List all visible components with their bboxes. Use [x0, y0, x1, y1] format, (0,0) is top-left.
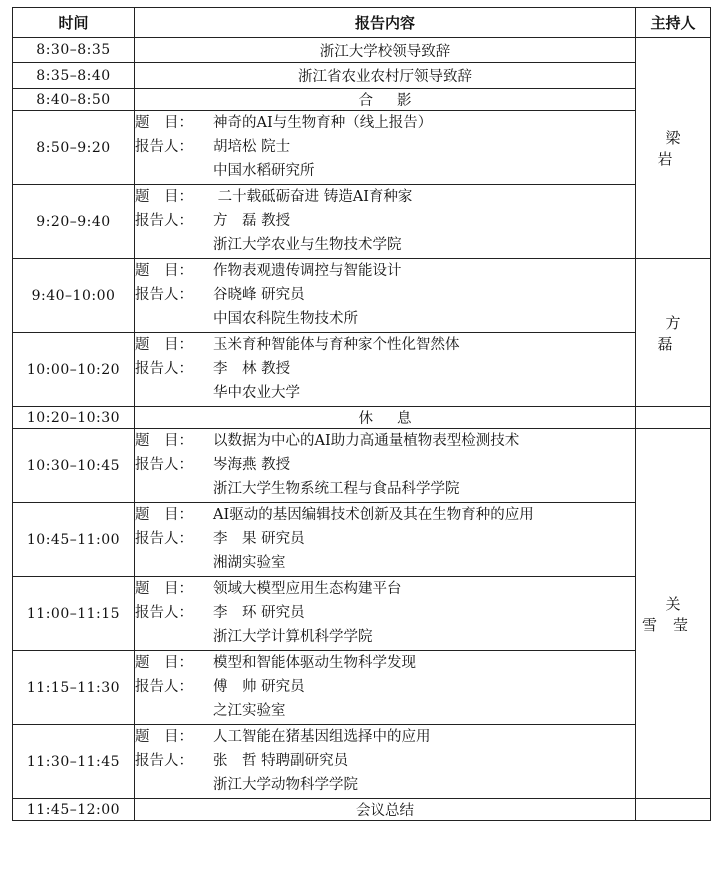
talk-title: AI驱动的基因编辑技术创新及其在生物育种的应用: [213, 507, 534, 523]
speaker-label: 报告人：: [135, 605, 193, 621]
title-label: 题 目：: [135, 337, 193, 353]
talk-org: 华中农业大学: [213, 385, 300, 401]
host-cell: 关雪莹: [636, 429, 711, 799]
row-time: 9:40–10:00: [13, 259, 135, 333]
talk-title: 二十载砥砺奋进 铸造AI育种家: [213, 189, 413, 205]
talk-row: [13, 111, 711, 185]
talk-speaker: 方 磊 教授: [213, 213, 291, 229]
talk-speaker: 谷晓峰 研究员: [213, 287, 305, 303]
talk-row: [13, 429, 711, 503]
speaker-label: 报告人：: [135, 679, 193, 695]
talk-speaker: 胡培松 院士: [213, 139, 291, 155]
talk-cell: [135, 259, 636, 333]
row-time: 8:40–8:50: [13, 89, 135, 111]
header-content: 报告内容: [135, 8, 636, 38]
speaker-label: 报告人：: [135, 753, 193, 769]
talk-cell: [135, 111, 636, 185]
talk-org: 浙江大学生物系统工程与食品科学学院: [213, 481, 460, 497]
talk-speaker: 岑海燕 教授: [213, 457, 291, 473]
title-label: 题 目：: [135, 263, 193, 279]
talk-org: 中国水稻研究所: [213, 163, 315, 179]
talk-row: [13, 259, 711, 333]
row-time: 8:30–8:35: [13, 38, 135, 63]
talk-speaker: 傅 帅 研究员: [213, 679, 305, 695]
row-time: 11:00–11:15: [13, 577, 135, 651]
talk-cell: [135, 725, 636, 799]
row-time: 8:50–9:20: [13, 111, 135, 185]
row-content: 浙江省农业农村厅领导致辞: [135, 63, 636, 89]
schedule-table: [12, 7, 711, 821]
row-time: 9:20–9:40: [13, 185, 135, 259]
host-cell-empty: [636, 799, 711, 821]
talk-title: 作物表观遗传调控与智能设计: [213, 263, 402, 279]
speaker-label: 报告人：: [135, 531, 193, 547]
talk-row: [13, 185, 711, 259]
talk-cell: [135, 333, 636, 407]
schedule-row: [13, 407, 711, 429]
speaker-label: 报告人：: [135, 213, 193, 229]
talk-cell: [135, 429, 636, 503]
talk-title: 玉米育种智能体与育种家个性化智然体: [213, 337, 460, 353]
header-host: 主持人: [636, 8, 711, 38]
schedule-row: [13, 89, 711, 111]
speaker-label: 报告人：: [135, 139, 193, 155]
talk-org: 浙江大学计算机科学学院: [213, 629, 373, 645]
talk-row: [13, 725, 711, 799]
title-label: 题 目：: [135, 729, 193, 745]
talk-speaker: 李 果 研究员: [213, 531, 305, 547]
talk-cell: [135, 577, 636, 651]
talk-cell: [135, 185, 636, 259]
talk-cell: [135, 651, 636, 725]
row-time: 10:45–11:00: [13, 503, 135, 577]
speaker-label: 报告人：: [135, 361, 193, 377]
talk-row: [13, 333, 711, 407]
title-label: 题 目：: [135, 115, 193, 131]
title-label: 题 目：: [135, 581, 193, 597]
talk-title: 神奇的AI与生物育种（线上报告）: [213, 115, 433, 131]
talk-title: 人工智能在猪基因组选择中的应用: [213, 729, 431, 745]
title-label: 题 目：: [135, 655, 193, 671]
title-label: 题 目：: [135, 433, 193, 449]
header-time: 时间: [13, 8, 135, 38]
row-time: 11:15–11:30: [13, 651, 135, 725]
talk-row: [13, 577, 711, 651]
talk-org: 湘湖实验室: [213, 555, 286, 571]
talk-speaker: 李 环 研究员: [213, 605, 305, 621]
row-content: 浙江大学校领导致辞: [135, 38, 636, 63]
schedule-row: [13, 38, 711, 63]
talk-org: 之江实验室: [213, 703, 286, 719]
title-label: 题 目：: [135, 507, 193, 523]
row-time: 8:35–8:40: [13, 63, 135, 89]
talk-title: 领域大模型应用生态构建平台: [213, 581, 402, 597]
speaker-label: 报告人：: [135, 287, 193, 303]
talk-title: 以数据为中心的AI助力高通量植物表型检测技术: [213, 433, 520, 449]
title-label: 题 目：: [135, 189, 193, 205]
row-content: 会议总结: [135, 799, 636, 821]
row-content: 休息: [135, 407, 636, 429]
host-cell: 梁 岩: [636, 38, 711, 259]
host-cell-empty: [636, 407, 711, 429]
schedule-row: [13, 799, 711, 821]
host-cell: 方 磊: [636, 259, 711, 407]
talk-speaker: 张 哲 特聘副研究员: [213, 753, 349, 769]
row-content: 合影: [135, 89, 636, 111]
talk-title: 模型和智能体驱动生物科学发现: [213, 655, 416, 671]
talk-cell: [135, 503, 636, 577]
header-row: [13, 8, 711, 38]
talk-org: 浙江大学农业与生物技术学院: [213, 237, 402, 253]
speaker-label: 报告人：: [135, 457, 193, 473]
talk-org: 浙江大学动物科学学院: [213, 777, 358, 793]
talk-row: [13, 503, 711, 577]
talk-row: [13, 651, 711, 725]
row-time: 11:45–12:00: [13, 799, 135, 821]
row-time: 10:00–10:20: [13, 333, 135, 407]
talk-speaker: 李 林 教授: [213, 361, 291, 377]
row-time: 11:30–11:45: [13, 725, 135, 799]
row-time: 10:20–10:30: [13, 407, 135, 429]
talk-org: 中国农科院生物技术所: [213, 311, 358, 327]
row-time: 10:30–10:45: [13, 429, 135, 503]
schedule-row: [13, 63, 711, 89]
